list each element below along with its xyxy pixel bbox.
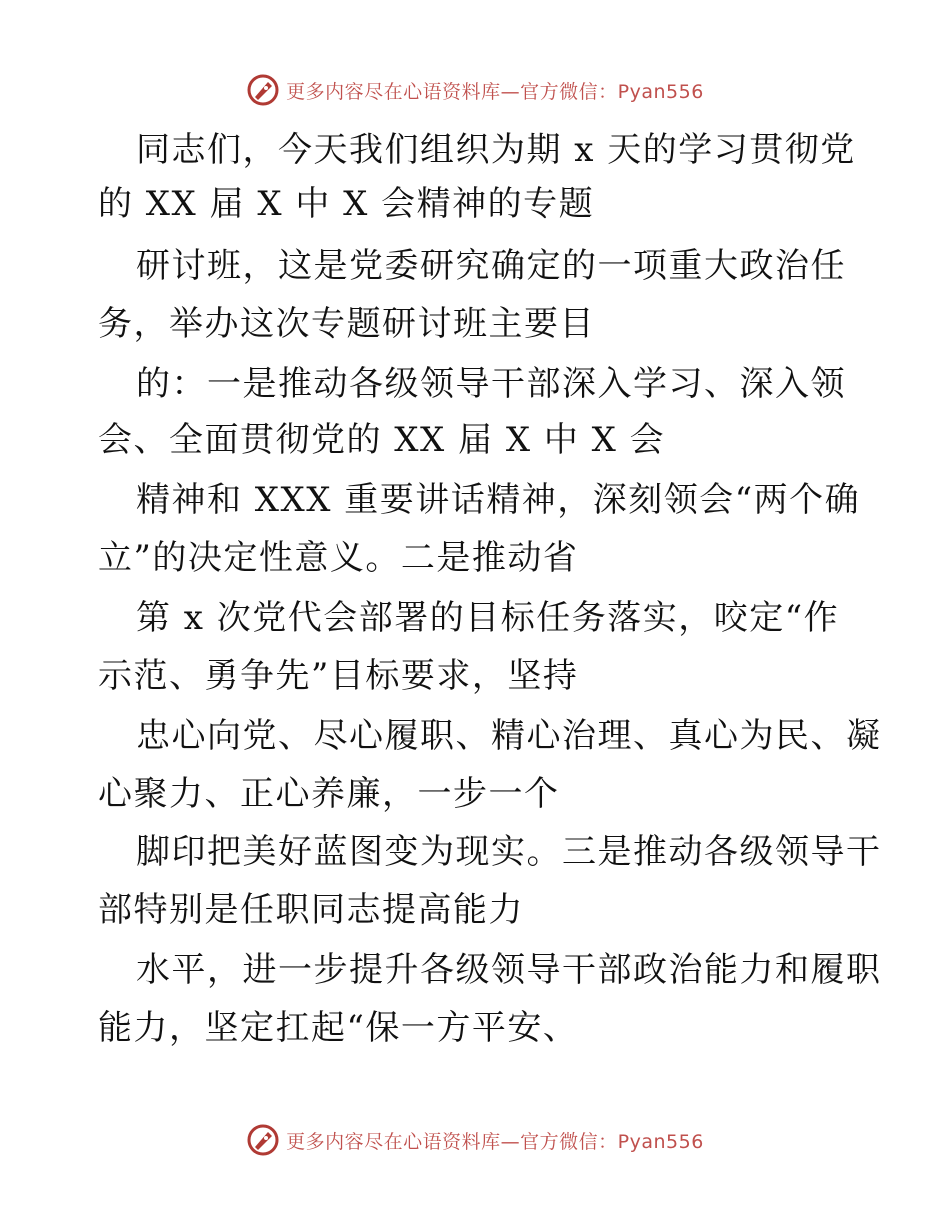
body-line: 同志们，今天我们组织为期 x 天的学习贯彻党 [136,130,856,170]
pen-nib-logo-icon [246,1123,280,1157]
pen-nib-logo-icon [246,73,280,107]
body-line: 的 XX 届 X 中 X 会精神的专题 [98,184,595,224]
header-banner-text: 更多内容尽在心语资料库—官方微信：Pyan556 [286,80,704,103]
body-line: 研讨班，这是党委研究确定的一项重大政治任 [136,246,846,286]
body-line: 水平，进一步提升各级领导干部政治能力和履职 [136,950,882,990]
body-line: 心聚力、正心养廉，一步一个 [98,774,560,814]
body-line: 立”的决定性意义。二是推动省 [98,538,579,578]
header-banner [0,70,950,110]
body-line: 示范、勇争先”目标要求，坚持 [98,656,579,696]
body-line: 部特别是任职同志提高能力 [98,890,524,930]
body-line: 能力，坚定扛起“保一方平安、 [98,1008,579,1048]
body-line: 忠心向党、尽心履职、精心治理、真心为民、凝 [136,716,882,756]
body-line: 会、全面贯彻党的 XX 届 X 中 X 会 [98,420,666,460]
body-line: 精神和 XXX 重要讲话精神，深刻领会“两个确 [136,480,861,520]
body-line: 第 x 次党代会部署的目标任务落实，咬定“作 [136,598,840,638]
body-line: 的：一是推动各级领导干部深入学习、深入领 [136,364,846,404]
body-line: 务，举办这次专题研讨班主要目 [98,304,595,344]
body-line: 脚印把美好蓝图变为现实。三是推动各级领导干 [136,832,882,872]
footer-banner [0,1120,950,1160]
footer-banner-text: 更多内容尽在心语资料库—官方微信：Pyan556 [286,1130,704,1153]
